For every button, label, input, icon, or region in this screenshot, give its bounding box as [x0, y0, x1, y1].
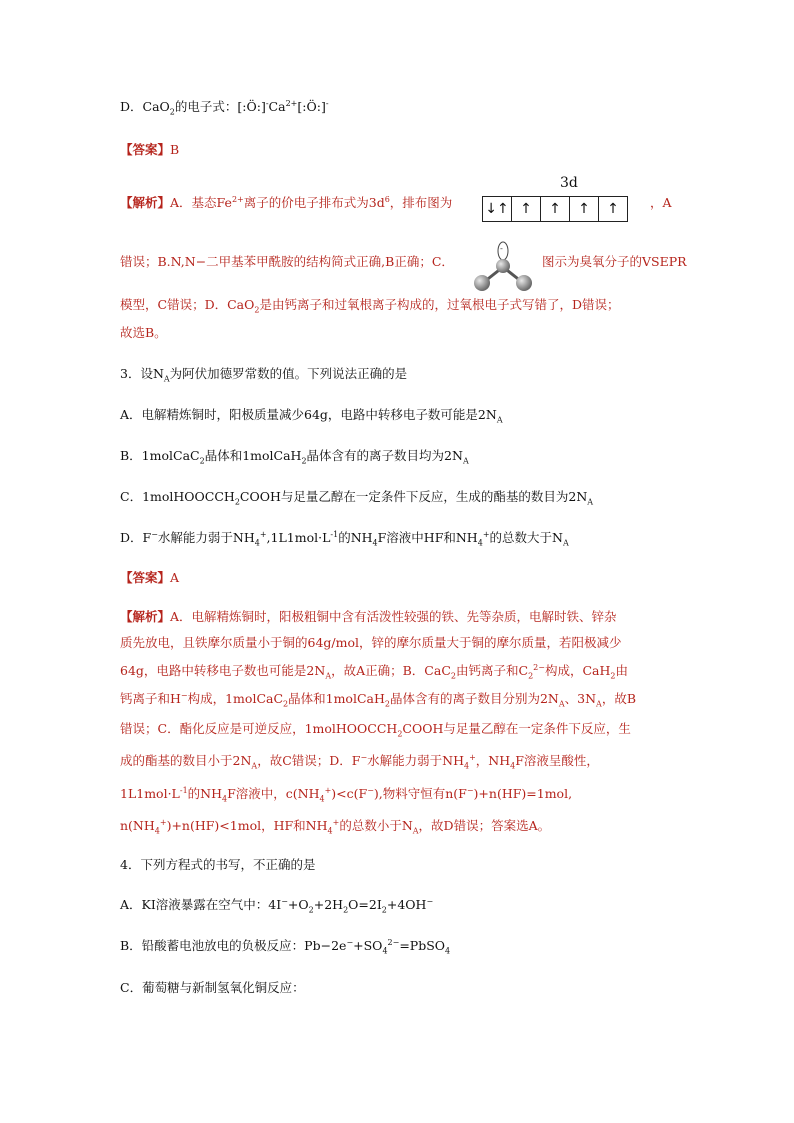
explanation-q2-line3: 模型，C错误；D．CaO$_2$是由钙离子和过氧根离子构成的，过氧根电子式写错了，D错误；: [120, 297, 620, 315]
q3-option-a: A．电解精炼铜时，阳极质量减少64g，电路中转移电子数可能是$2N_A$: [120, 407, 503, 425]
explanation-q3-line7: $1L1mol\cdot L^{-1}$的$NH_4F$溶液中，$c(NH_4^+)<c(F^-)$,物料守恒有n(F−)+n(HF)=1mol,: [120, 785, 573, 804]
ozone-vsepr-model-icon: [470, 237, 540, 293]
explanation-q3-line2: 质先放电，且铁摩尔质量小于铜的64g/mol，锌的摩尔质量大于铜的摩尔质量，若阳极减少: [120, 635, 622, 650]
q4-option-a: A．KI溶液暴露在空气中：$4I^-+O_2+2H_2O=2I_2+4OH^-$: [120, 896, 434, 915]
q2-option-d: D．CaO$_2$的电子式：$[:Ö:]^-Ca^{2+}[:Ö:]^-$: [120, 98, 329, 117]
explanation-q2-line1-tail: ，A: [650, 195, 672, 210]
orbital-cell: ↓↑: [483, 197, 512, 221]
q4-option-c: C．葡萄糖与新制氢氧化铜反应：: [120, 980, 305, 995]
explanation-q3-line5: 错误；C．酯化反应是可逆反应，1molHOOCCH$_2$COOH与足量乙醇在一定条件下反应，生: [120, 721, 631, 739]
q3-option-d: D．F−水解能力弱于$NH_4^+,1L1mol\cdot L^{-1}$的$NH_4F$溶液中HF和$NH_4^+$的总数大于$N_A$: [120, 529, 569, 548]
orbital-cell: ↑: [512, 197, 541, 221]
q4-option-b: B．铅酸蓄电池放电的负极反应：$Pb-2e^-+SO_4^{2-}=PbSO_4$: [120, 937, 451, 956]
explanation-q3-line3: 64g，电路中转移电子数也可能是$2N_A$，故A正确；B．CaC$_2$由钙离子和$C_2^{2-}$构成，CaH$_2$由: [120, 662, 628, 681]
orbital-cell: ↑: [541, 197, 570, 221]
q3-stem: 3．设$N_A$为阿伏加德罗常数的值。下列说法正确的是: [120, 366, 408, 384]
explanation-q3-line8: $n(NH_4^+)+n(HF)<1mol$，HF和$NH_4^+$的总数小于$N_A$，故D错误；答案选A。: [120, 817, 551, 836]
peroxide-oxygen-2: :Ö:: [302, 99, 321, 114]
explanation-q2-line2: 错误；B.N,N−二甲基苯甲酰胺的结构简式正确,B正确；C．: [120, 254, 454, 269]
q4-stem: 4．下列方程式的书写，不正确的是: [120, 857, 316, 872]
explanation-q3-line6: 成的酯基的数目小于$2N_A$，故C错误；D．F−水解能力弱于$NH_4^+$，$NH_4F$溶液呈酸性，: [120, 752, 599, 771]
q3-option-b: B．1molCaC$_2$晶体和1molCaH$_2$晶体含有的离子数目均为$2N_A$: [120, 448, 469, 466]
explanation-q2-line2-tail: 图示为臭氧分子的VSEPR: [542, 254, 687, 269]
explanation-q3-line4: 钙离子和H−构成，1molCaC$_2$晶体和1molCaH$_2$晶体含有的离子数目分别为$2N_A$、$3N_A$，故B: [120, 690, 637, 709]
q3-option-c: C．1molHOOCCH$_2$COOH与足量乙醇在一定条件下反应，生成的酯基的数目为$2N_A$: [120, 489, 594, 507]
orbital-cell: ↑: [607, 201, 619, 217]
orbital-diagram: [482, 196, 628, 222]
peroxide-oxygen-1: :Ö:: [242, 99, 261, 114]
explanation-q2-line1: 【解析】A．基态$Fe^{2+}$离子的价电子排布式为$3d^6$，排布图为: [120, 194, 453, 210]
answer-q2: 【答案】B: [120, 142, 180, 157]
orbital-cell: ↑: [570, 197, 599, 221]
orbital-label: 3d: [560, 175, 578, 191]
answer-q3: 【答案】A: [120, 570, 180, 585]
svg-text:-: -: [500, 244, 503, 253]
explanation-q2-line4: 故选B。: [120, 325, 167, 340]
explanation-q3-line1: 【解析】A．电解精炼铜时，阳极粗铜中含有活泼性较强的铁、先等杂质，电解时铁、锌杂: [120, 609, 617, 624]
